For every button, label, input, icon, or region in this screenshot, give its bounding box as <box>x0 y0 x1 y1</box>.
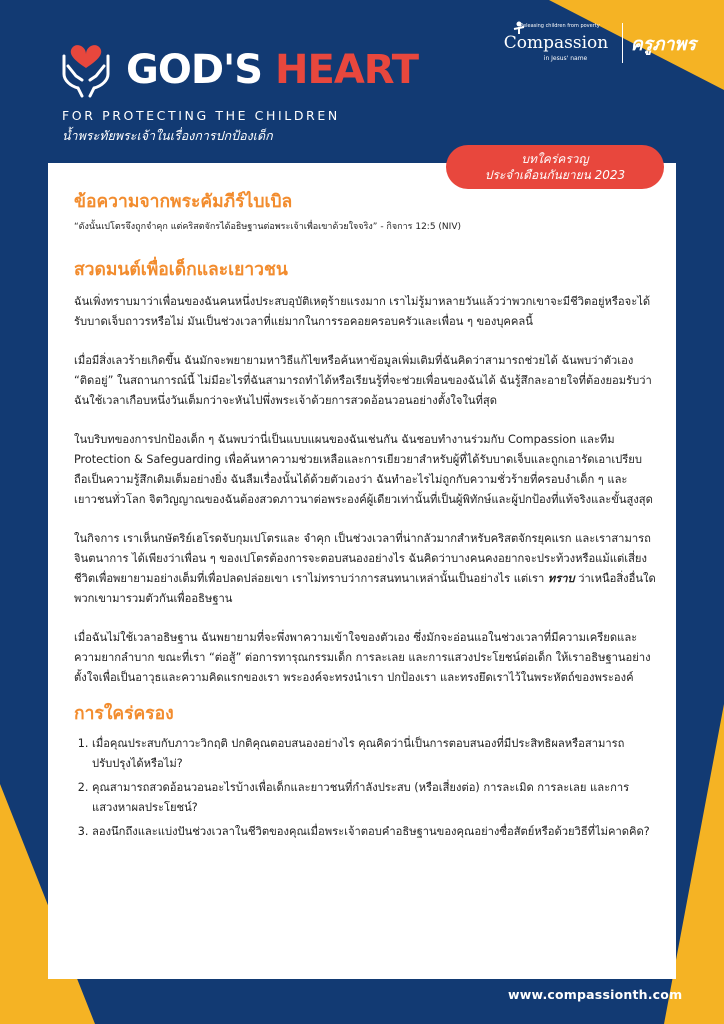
hands-heart-icon <box>58 36 114 98</box>
compassion-name: Compassion <box>503 33 609 53</box>
reflection-list <box>74 734 656 842</box>
prayer-paragraph-4 <box>74 529 656 609</box>
partner-divider <box>622 23 623 63</box>
prayer-paragraph-5: เมื่อฉันไม่ใช้เวลาอธิษฐาน ฉันพยายามที่จะพึ่งพาความเข้าใจของตัวเอง ซึ่งมักจะอ่อนแอในช่วงเวลาที่มีความเครียดและความยากลำบาก ขณะที่เรา “ต่อสู้” ต่อการทารุณกรรมเด็ก การละเลย และการแสวงประโยชน์ต่อเด็ก ให้เราอธิษฐานอย่างตั้งใจเพื่อเป็นอาวุธและความคิดแรกของเรา พระองค์จะทรงนำเรา ปกป้องเรา และทรงยึดเราไว้ในพระหัตถ์ของพระองค์ <box>74 631 651 684</box>
reflection-item-3: 3. ลองนึกถึงและแบ่งปันช่วงเวลาในชีวิตของคุณเมื่อพระเจ้าตอบคำอธิษฐานของคุณอย่างซื่อสัตย์หรือด้วยวิธีที่ไม่คาดคิด? <box>92 822 656 842</box>
p4-after: ว่าเหนือสิ่งอื่นใดพวกเขามารวมตัวกันเพื่ออธิษฐาน <box>74 572 656 605</box>
prayer-paragraph-3: ในบริบทของการปกป้องเด็ก ๆ ฉันพบว่านี่เป็นแบบแผนของฉันเช่นกัน ฉันชอบทำงานร่วมกับ Compassion และทีม Protection & Safeguarding เพื่อค้นหาความช่วยเหลือและการเยียวยาสำหรับผู้ที่ได้รับบาดเจ็บและถูกเอารัดเอาเปรียบ ถือเป็นความรู้สึกเติมเต็มอย่างยิ่ง ฉันลืมเรื่องนั้นได้ด้วยตัวเองว่า ฉันทำอะไรไม่ถูกกับความชั่วร้ายที่ครอบงำเด็ก ๆ และเยาวชนทั่วโลก จิตวิญญาณของฉันต้องสวดภาวนาต่อพระองค์ผู้เดียวเท่านั้นที่เป็นผู้พิทักษ์และผู้ปกป้องที่แท้จริงและขั้นสูงสุด <box>74 433 653 506</box>
brand-title-part2: HEART <box>275 47 419 93</box>
bible-verse: “ดังนั้นเปโตรจึงถูกจำคุก แต่คริสตจักรได้อธิษฐานต่อพระเจ้าเพื่อเขาด้วยใจจริง” - กิจการ 12:5 (NIV) <box>74 222 461 232</box>
month-badge <box>446 145 664 189</box>
prayer-paragraph-2: เมื่อมีสิ่งเลวร้ายเกิดขึ้น ฉันมักจะพยายามหาวิธีแก้ไขหรือค้นหาข้อมูลเพิ่มเติมที่ฉันคิดว่าสามารถช่วยได้ ฉันพบว่าตัวเอง “ติดอยู่” ในสถานการณ์นี้ ไม่มีอะไรที่ฉันสามารถทำได้หรือเรียนรู้ที่จะช่วยเพื่อนของฉันได้ ฉันรู้สึกละอายใจที่ต้องยอมรับว่าฉันใช้เวลาเกือบหนึ่งวันเต็มกว่าจะหันไปพึ่งพระเจ้าด้วยการสวดอ้อนวอนอย่างตั้งใจในที่สุด <box>74 354 652 407</box>
brand-title-part1: GOD'S <box>126 47 276 93</box>
badge-line2: ประจำเดือนกันยายน 2023 <box>484 168 626 182</box>
p4-emphasis: ทราบ <box>547 572 575 585</box>
brand-thai-subtitle: น้ำพระทัยพระเจ้าในเรื่องการปกป้องเด็ก <box>62 128 273 143</box>
compassion-logo <box>504 21 614 65</box>
brand-subtitle: FOR PROTECTING THE CHILDREN <box>62 108 340 123</box>
bible-section-title: ข้อความจากพระคัมภีร์ไบเบิล <box>74 192 293 212</box>
brand-title <box>126 48 418 92</box>
prayer-paragraph-1: ฉันเพิ่งทราบมาว่าเพื่อนของฉันคนหนึ่งประสบอุบัติเหตุร้ายแรงมาก เราไม่รู้มาหลายวันแล้วว่าพวกเขาจะมีชีวิตอยู่หรือจะได้รับบาดเจ็บถาวรหรือไม่ มันเป็นช่วงเวลาที่แย่มากในการรอคอยครอบครัวและเพื่อน ๆ ของบุคคลนี้ <box>74 295 651 328</box>
reflection-section-title: การใคร่ครอง <box>74 704 174 724</box>
partner-logos <box>504 18 696 68</box>
badge-line1: บทใคร่ครวญ <box>521 152 589 166</box>
reflection-item-1: 1. เมื่อคุณประสบกับภาวะวิกฤติ ปกติคุณตอบสนองอย่างไร คุณคิดว่านี่เป็นการตอบสนองที่มีประสิทธิผลหรือสามารถปรับปรุงได้หรือไม่? <box>92 734 656 774</box>
compassion-tagline: Releasing children from poverty <box>519 23 600 29</box>
main-content <box>74 190 656 846</box>
prayer-section-title: สวดมนต์เพื่อเด็กและเยาวชน <box>74 260 288 280</box>
footer-website-link[interactable]: www.compassionth.com <box>508 987 683 1002</box>
compassion-suffix: in Jesus' name <box>543 55 588 62</box>
reflection-item-2: 2. คุณสามารถสวดอ้อนวอนอะไรบ้างเพื่อเด็กและยาวชนที่กำลังประสบ (หรือเสี่ยงต่อ) การละเมิด การละเลย และการแสวงหาผลประโยชน์? <box>92 778 656 818</box>
p4-before: ในกิจการ เราเห็นกษัตริย์เฮโรดจับกุมเปโตรและ จำคุก เป็นช่วงเวลาที่น่ากลัวมากสำหรับคริสตจักรยุคแรก และเราสามารถจินตนาการ ได้เพียงว่าเพื่อน ๆ ของเปโตรต้องการจะตอบสนองอย่างไร ฉันคิดว่าบางคนคงอยากจะประท้วงหรือแม้แต่เสี่ยงชีวิตเพื่อพยายามอย่างเต็มที่เพื่อปลดปล่อยเขา เราไม่ทราบว่าการสนทนาเหล่านั้นเป็นอย่างไร แต่เรา <box>74 532 651 585</box>
thai-partner-logo: ครูภาพร <box>630 33 696 55</box>
